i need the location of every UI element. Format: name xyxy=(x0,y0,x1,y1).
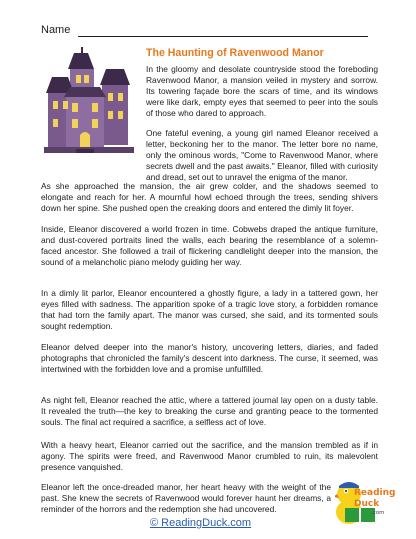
story-paragraph: In the gloomy and desolate countryside stood the foreboding Ravenwood Manor, a mansion veiled in mystery and sorrow. Its towering façade bore the scars of time, and its windows were like dark, empty eyes that seemed to peer into the souls of those who dared to approach. xyxy=(146,64,378,118)
footer-copyright-link[interactable]: © ReadingDuck.com xyxy=(150,517,252,529)
name-field-row xyxy=(41,24,371,40)
haunted-house-illustration xyxy=(40,47,138,165)
story-paragraph: Eleanor left the once-dreaded manor, her heart heavy with the weight of the past. She knew the secrets of Ravenwood would forever haunt her dreams, a reminder of the horrors and the redemption she had uncovered. xyxy=(41,482,331,514)
logo-text-com: .com xyxy=(371,510,385,516)
story-paragraph: Inside, Eleanor discovered a world frozen in time. Cobwebs draped the antique furniture, and dust-covered portraits lined the walls, each bearing the resemblance of a solemn-faced ancestor. She followed a trail of flickering candlelight deeper into the mansion, the sound of a melancholic piano melody guiding her way. xyxy=(41,224,378,267)
story-paragraph: As night fell, Eleanor reached the attic, where a tattered journal lay open on a dusty table. It revealed the truth—the key to breaking the curse and granting peace to the tormented souls. The final act required a sacrifice, a selfless act of love. xyxy=(41,395,378,427)
story-title: The Haunting of Ravenwood Manor xyxy=(146,47,324,59)
logo-text-duck: Duck xyxy=(354,499,380,509)
story-paragraph: With a heavy heart, Eleanor carried out the sacrifice, and the mansion trembled as if in agony. The spirits were freed, and Ravenwood Manor crumbled to ruin, its malevolent presence vanquished. xyxy=(41,440,378,472)
name-line[interactable] xyxy=(78,36,368,37)
name-label: Name xyxy=(41,24,71,36)
story-paragraph: In a dimly lit parlor, Eleanor encountered a ghostly figure, a lady in a tattered gown, her eyes filled with sadness. The apparition spoke of a tragic love story, a forbidden romance that had torn the family apart. The manor was cursed, she said, and its tormented souls sought redemption. xyxy=(41,288,378,331)
story-paragraph: Eleanor delved deeper into the manor's history, uncovering letters, diaries, and faded photographs that chronicled the family's descent into darkness. The curse, it seemed, was intertwined with the forbidden love and a promise unfulfilled. xyxy=(41,342,378,374)
story-paragraph: As she approached the mansion, the air grew colder, and the shadows seemed to elongate and reach for her. A mournful howl echoed through the trees, sending shivers down her spine. She pushed open the creaking doors and entered the dimly lit foyer. xyxy=(41,181,378,213)
story-paragraph: One fateful evening, a young girl named Eleanor received a letter, beckoning her to the manor. The letter bore no name, only the ominous words, "Come to Ravenwood Manor, where secrets dwell and the past awaits." Eleanor, filled with curiosity and dread, set out to unravel the enigma of the manor. xyxy=(146,128,378,182)
logo-text-reading: Reading xyxy=(354,488,396,498)
